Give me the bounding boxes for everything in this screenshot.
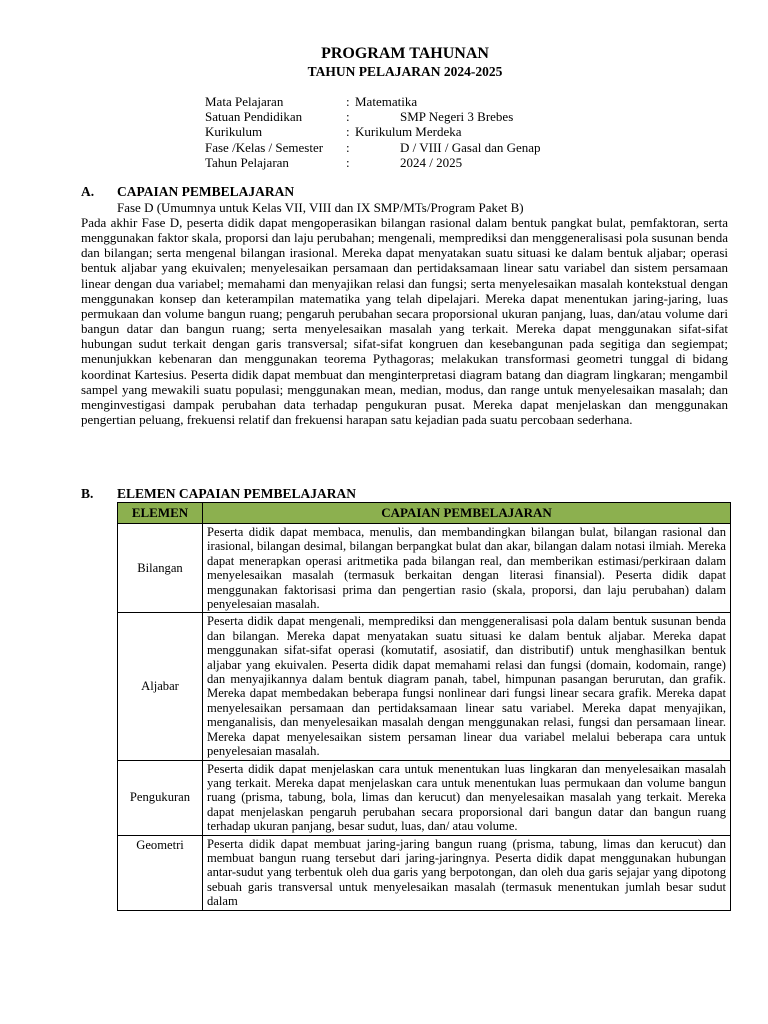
info-value: D / VIII / Gasal dan Genap	[400, 139, 541, 155]
elemen-cell: Pengukuran	[118, 760, 203, 835]
capaian-text: Peserta didik dapat membuat jaring-jaring bangun ruang (prisma, tabung, limas dan kerucut) dan membuat bangun ruang tersebut dari jaring-jaringnya. Peserta didik dapat menggunakan hubungan antar-sudut yang terbentuk oleh dua garis yang berpotongan, dan oleh dua garis sejajar yang dipotong sebuah garis transversal untuk menyelesaikan masalah (termasuk menentukan jumlah besar sudut dalam	[207, 836, 726, 909]
section-a-subheading: Fase D (Umumnya untuk Kelas VII, VIII dan IX SMP/MTs/Program Paket B)	[117, 200, 524, 215]
info-label: Tahun Pelajaran	[205, 154, 289, 170]
table-header-row	[118, 503, 731, 524]
section-title: ELEMEN CAPAIAN PEMBELAJARAN	[117, 486, 357, 501]
table-row	[118, 835, 731, 910]
table-row	[118, 760, 731, 835]
info-label: Fase /Kelas / Semester	[205, 139, 324, 155]
section-a-paragraph: Pada akhir Fase D, peserta didik dapat mengoperasikan bilangan rasional dalam bentuk pangkat bulat, pemfaktoran, serta menggunakan faktor skala, proporsi dan laju perubahan; mengenali, memprediksi dan menggeneralisasi pola susunan benda dan bilangan; serta mengenal bilangan irasional. Mereka dapat menyatakan suatu situasi ke dalam bentuk aljabar; operasi bentuk aljabar yang ekuivalen; menyelesaikan persamaan dan pertidaksamaan linear satu variabel dan sistem persamaan linear dengan dua variabel; memahami dan menyajikan relasi dan fungsi; serta menyelesaikan masalah kontekstual dengan menggunakan konsep dan keterampilan matematika yang telah dipelajari. Mereka dapat menentukan jaring-jaring, luas permukaan dan volume bangun ruang; pengaruh perubahan secara proporsional ukuran panjang, luas, dan/atau volume dari bangun datar dan bangun ruang; serta menyelesaikan masalah yang terkait. Mereka dapat menggunakan sifat-sifat hubungan sudut terkait dengan garis transversal; sifat-sifat kongruen dan kesebangunan pada segitiga dan segiempat; menunjukkan kebenaran dan menggunakan teorema Pythagoras; melakukan transformasi geometri tunggal di bidang koordinat Kartesius. Peserta didik dapat membuat dan menginterpretasi diagram batang dan diagram lingkaran; mengambil sampel yang mewakili suatu populasi; menggunakan mean, median, modus, dan range untuk menyelesaikan masalah; dan menginvestigasi dampak perubahan data terhadap pengukuran pusat. Mereka dapat menjelaskan dan menggunakan pengertian peluang, frekuensi relatif dan frekuensi harapan satu kejadian pada suatu percobaan sederhana.	[81, 215, 728, 428]
info-row-satuan-pendidikan	[205, 109, 625, 124]
info-label: Kurikulum	[205, 124, 263, 140]
elemen-cell: Aljabar	[118, 613, 203, 760]
info-value: SMP Negeri 3 Brebes	[400, 109, 514, 125]
capaian-cell: Peserta didik dapat mengenali, memprediksi dan menggeneralisasi pola dalam bentuk susunan benda dan bilangan. Mereka dapat menyatakan suatu situasi ke dalam bentuk aljabar. Mereka dapat menggunakan sifat-sifat operasi (komutatif, asosiatif, dan distributif) untuk menghasilkan bentuk aljabar yang ekuivalen. Peserta didik dapat memahami relasi dan fungsi (domain, kodomain, range) dan menyajikannya dalam bentuk diagram panah, tabel, himpunan pasangan berurutan, dan grafik. Mereka dapat membedakan beberapa fungsi nonlinear dari fungsi linear secara grafik. Mereka dapat menyelesaikan persamaan dan pertidaksamaan linear satu variabel. Mereka dapat menyajikan, menganalisis, dan menyelesaikan masalah dengan menggunakan relasi, fungsi dan persamaan linear. Mereka dapat menyelesaikan sistem persaman linear dua variabel melalui beberapa cara untuk penyelesaian masalah.	[203, 613, 731, 760]
info-colon: :	[346, 124, 350, 140]
info-colon: :	[346, 139, 350, 155]
info-value: Matematika	[355, 94, 418, 109]
info-value: Kurikulum Merdeka	[355, 124, 462, 140]
elemen-cell: Bilangan	[118, 524, 203, 613]
section-number: B.	[81, 486, 94, 501]
info-block	[205, 94, 625, 170]
capaian-cell: Peserta didik dapat menjelaskan cara untuk menentukan luas lingkaran dan menyelesaikan masalah yang terkait. Mereka dapat menjelaskan cara untuk menentukan luas permukaan dan volume bangun ruang (prisma, tabung, bola, limas dan kerucut) dan menyelesaikan masalah yang terkait. Mereka dapat menjelaskan pengaruh perubahan secara proporsional dari bangun datar dan bangun ruang terhadap ukuran panjang, besar sudut, luas, dan/ atau volume.	[203, 760, 731, 835]
info-colon: :	[346, 154, 350, 170]
column-header-capaian: CAPAIAN PEMBELAJARAN	[203, 503, 731, 524]
info-colon: :	[346, 109, 350, 125]
column-header-elemen: ELEMEN	[118, 503, 203, 524]
table-row	[118, 524, 731, 613]
capaian-cell	[203, 835, 731, 910]
elemen-cell: Geometri	[118, 835, 203, 910]
capaian-cell: Peserta didik dapat membaca, menulis, dan membandingkan bilangan bulat, bilangan rasional dan irasional, bilangan desimal, bilangan berpangkat bulat dan akar, bilangan dalam notasi ilmiah. Mereka dapat menerapkan operasi aritmetika pada bilangan real, dan memberikan estimasi/perkiraan dalam menyelesaikan masalah (termasuk berkaitan dengan literasi finansial). Peserta didik dapat menggunakan faktorisasi prima dan pengertian rasio (skala, proporsi, dan laju perubahan) dalam penyelesaian masalah.	[203, 524, 731, 613]
section-a-heading	[81, 184, 294, 200]
section-number: A.	[81, 184, 95, 199]
info-label: Satuan Pendidikan	[205, 109, 303, 125]
elemen-table	[117, 502, 731, 911]
section-b-heading	[81, 486, 356, 502]
info-colon: :	[346, 94, 350, 109]
page-title: PROGRAM TAHUNAN	[321, 45, 489, 62]
section-title: CAPAIAN PEMBELAJARAN	[117, 184, 295, 199]
page-subtitle: TAHUN PELAJARAN 2024-2025	[307, 64, 503, 79]
info-row-kurikulum	[205, 124, 625, 139]
info-label: Mata Pelajaran	[205, 94, 284, 109]
info-row-tahun-pelajaran	[205, 155, 625, 170]
info-row-mata-pelajaran	[205, 94, 625, 109]
table-row	[118, 613, 731, 760]
info-value: 2024 / 2025	[400, 154, 463, 170]
info-row-fase-kelas-semester	[205, 140, 625, 155]
